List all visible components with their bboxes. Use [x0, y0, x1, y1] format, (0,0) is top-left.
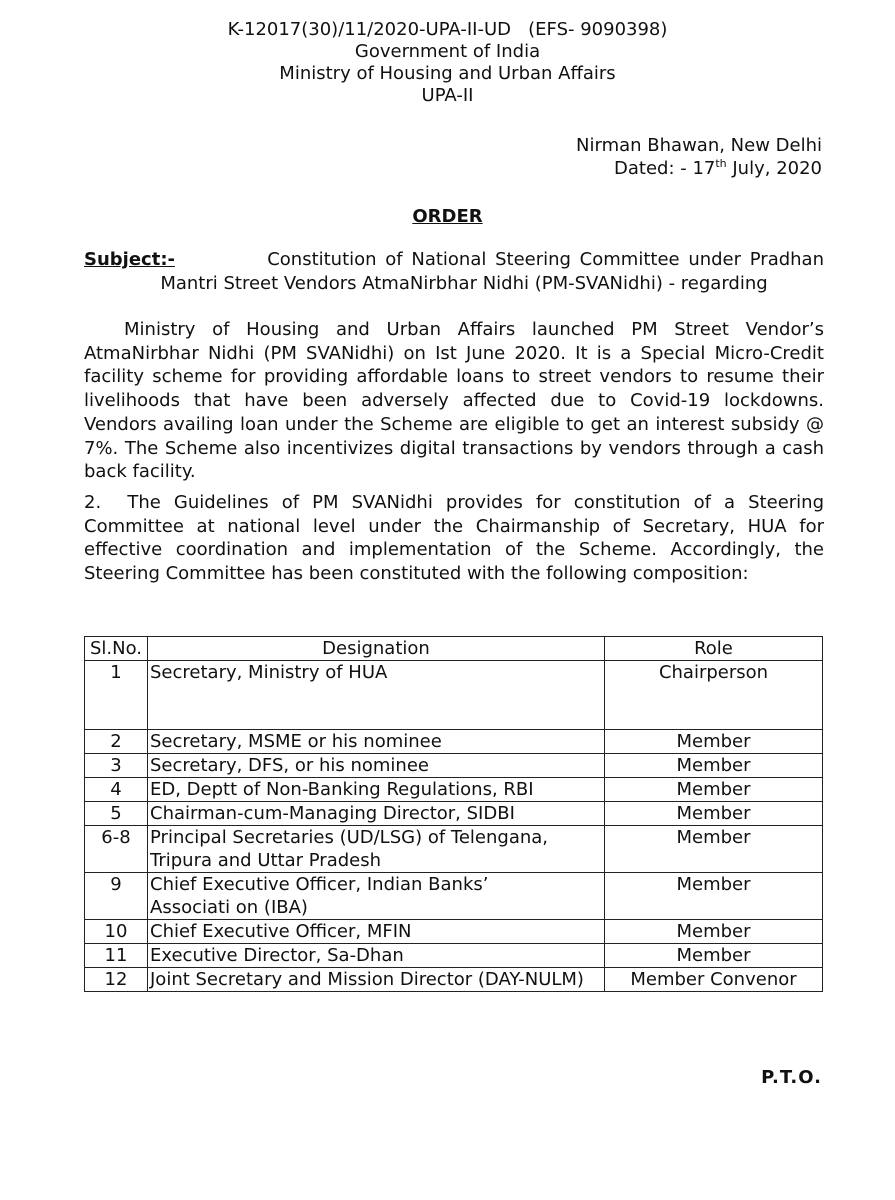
date-superscript: th [715, 157, 727, 170]
row-role: Member [605, 730, 823, 754]
row-designation: Joint Secretary and Mission Director (DAY-NULM) [148, 968, 605, 992]
row-designation: Secretary, DFS, or his nominee [148, 754, 605, 778]
row-designation: Secretary, MSME or his nominee [148, 730, 605, 754]
row-role: Member [605, 754, 823, 778]
row-sl: 2 [85, 730, 148, 754]
pto-label: P.T.O. [761, 1067, 822, 1088]
row-sl: 5 [85, 802, 148, 826]
header-designation: Designation [148, 637, 605, 661]
row-sl: 1 [85, 661, 148, 730]
table-row [85, 968, 823, 992]
row-role: Member Convenor [605, 968, 823, 992]
table-row [85, 826, 823, 873]
subject-label: Subject:- [84, 249, 175, 270]
subject-text-1: Constitution of National Steering Committee under Pradhan [267, 249, 824, 270]
committee-table [84, 636, 823, 992]
row-role: Member [605, 826, 823, 873]
row-designation: Chief Executive Officer, MFIN [148, 920, 605, 944]
table-header-row [85, 637, 823, 661]
row-sl: 10 [85, 920, 148, 944]
row-sl: 9 [85, 873, 148, 920]
subject-text-2: Mantri Street Vendors AtmaNirbhar Nidhi (PM-SVANidhi) - regarding [160, 273, 768, 294]
table-row [85, 920, 823, 944]
row-designation: Principal Secretaries (UD/LSG) of Telengana, Tripura and Uttar Pradesh [148, 826, 605, 873]
header-sl-no: Sl.No. [85, 637, 148, 661]
row-sl: 6-8 [85, 826, 148, 873]
row-designation: Chairman-cum-Managing Director, SIDBI [148, 802, 605, 826]
table-row [85, 754, 823, 778]
subject-block [84, 248, 824, 296]
ministry-line: Ministry of Housing and Urban Affairs [279, 63, 616, 84]
table-row [85, 730, 823, 754]
row-designation: Chief Executive Officer, Indian Banks’ Associati on (IBA) [148, 873, 605, 920]
government-line: Government of India [354, 41, 541, 62]
row-designation: Executive Director, Sa-Dhan [148, 944, 605, 968]
table-row [85, 944, 823, 968]
row-role: Member [605, 873, 823, 920]
date-suffix: July, 2020 [726, 158, 822, 179]
date-prefix: Dated: - 17 [614, 158, 716, 179]
row-sl: 3 [85, 754, 148, 778]
letterhead [0, 19, 895, 107]
place-date-block [576, 134, 822, 180]
row-role: Member [605, 920, 823, 944]
table-row [85, 778, 823, 802]
row-designation: ED, Deptt of Non-Banking Regulations, RBI [148, 778, 605, 802]
row-role: Chairperson [605, 661, 823, 730]
file-number: K-12017(30)/11/2020-UPA-II-UD (EFS- 9090398) [227, 19, 668, 40]
row-role: Member [605, 944, 823, 968]
paragraph-1: Ministry of Housing and Urban Affairs launched PM Street Vendor’s AtmaNirbhar Nidhi (PM SVANidhi) on Ist June 2020. It is a Special Micro-Credit facility scheme for providing affordable loans to street vendors to resume their livelihoods that have been adversely affected due to Covid-19 lockdowns. Vendors availing loan under the Scheme are eligible to get an interest subsidy @ 7%. The Scheme also incentivizes digital transactions by vendors through a cash back facility. [84, 319, 824, 483]
date-line [576, 157, 822, 180]
table-row [85, 873, 823, 920]
table-row [85, 661, 823, 730]
table-row [85, 802, 823, 826]
row-sl: 12 [85, 968, 148, 992]
paragraph-2: 2. The Guidelines of PM SVANidhi provides for constitution of a Steering Committee at national level under the Chairmanship of Secretary, HUA for effective coordination and implementation of the Scheme. Accordingly, the Steering Committee has been constituted with the following composition: [84, 492, 830, 585]
order-title: ORDER [412, 206, 483, 227]
row-sl: 11 [85, 944, 148, 968]
division-line: UPA-II [421, 85, 474, 106]
header-role: Role [605, 637, 823, 661]
row-designation: Secretary, Ministry of HUA [148, 661, 605, 730]
row-role: Member [605, 802, 823, 826]
row-sl: 4 [85, 778, 148, 802]
subject-line-1 [84, 248, 824, 272]
location: Nirman Bhawan, New Delhi [576, 135, 822, 156]
row-role: Member [605, 778, 823, 802]
